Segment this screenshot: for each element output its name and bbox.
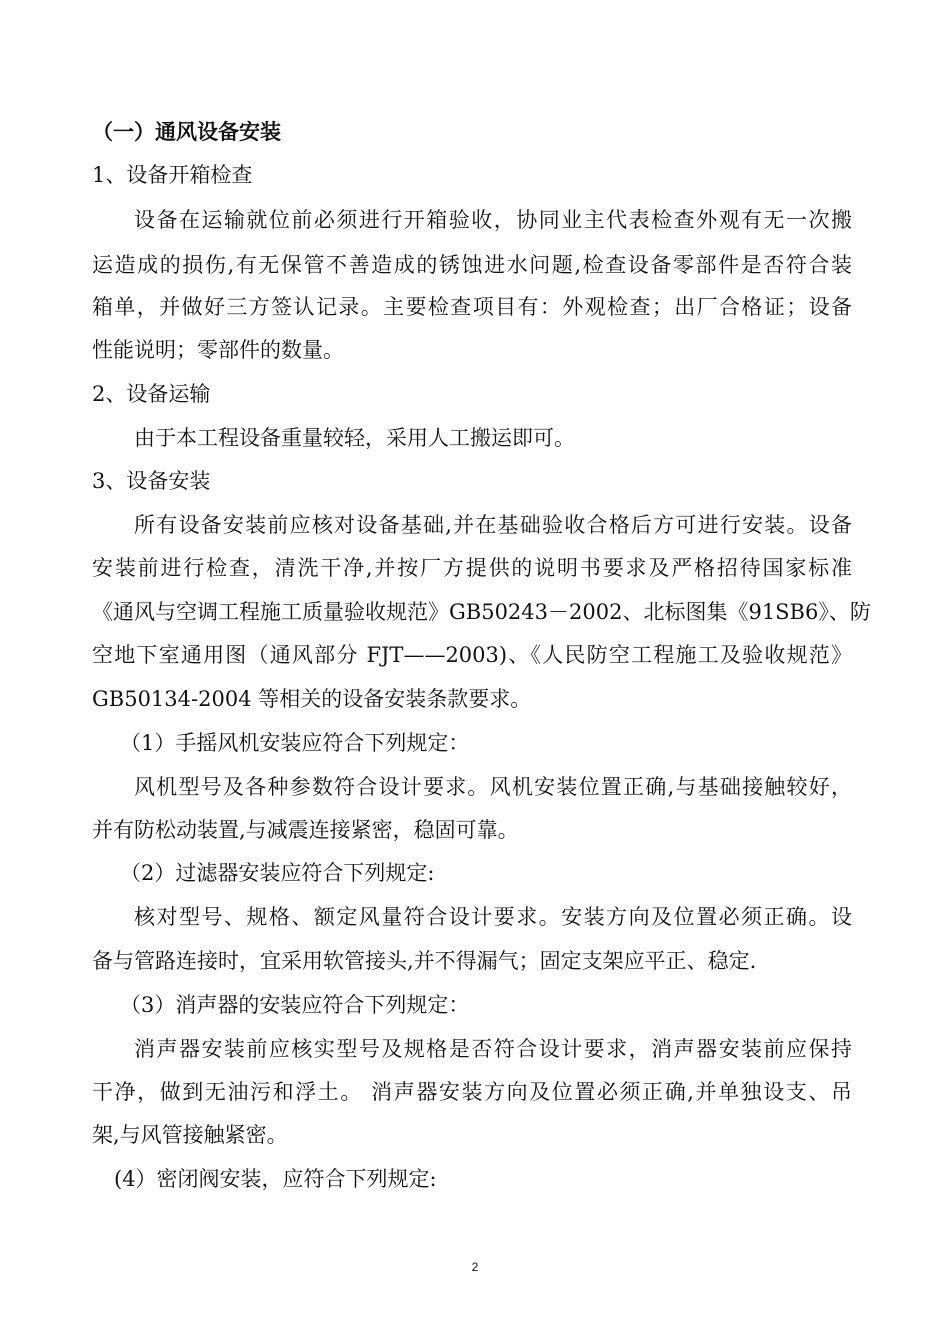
list-item-heading: （2）过滤器安装应符合下列规定: — [120, 861, 435, 885]
paragraph-line: 并有防松动装置,与减震连接紧密，稳固可靠。 — [92, 818, 519, 842]
paragraph-line: 安装前进行检查，清洗干净,并按厂方提供的说明书要求及严格招待国家标准 — [92, 556, 852, 580]
paragraph-line: GB50134-2004 等相关的设备安装条款要求。 — [92, 687, 532, 711]
paragraph-line: 风机型号及各种参数符合设计要求。风机安装位置正确,与基础接触较好， — [134, 775, 852, 799]
paragraph-line: 运造成的损伤,有无保管不善造成的锈蚀进水问题,检查设备零部件是否符合装 — [92, 253, 852, 277]
paragraph-line: 消声器安装前应核实型号及规格是否符合设计要求，消声器安装前应保持 — [134, 1037, 852, 1061]
paragraph-line: 干净，做到无油污和浮土。 消声器安装方向及位置必须正确,并单独设支、吊 — [92, 1080, 852, 1104]
paragraph-line: 空地下室通用图（通风部分 FJT——2003)、《人民防空工程施工及验收规范》 — [92, 643, 852, 667]
paragraph-line: 架,与风管接触紧密。 — [92, 1123, 288, 1147]
paragraph-line: 设备在运输就位前必须进行开箱验收，协同业主代表检查外观有无一次搬 — [134, 208, 852, 232]
paragraph-line: 箱单，并做好三方签认记录。主要检查项目有：外观检查；出厂合格证；设备 — [92, 295, 852, 319]
paragraph-line: 《通风与空调工程施工质量验收规范》GB50243－2002、北标图集《91SB6》、防 — [92, 600, 871, 624]
subsection-heading: 1、设备开箱检查 — [92, 163, 253, 187]
list-item-heading: （3）消声器的安装应符合下列规定： — [120, 993, 470, 1017]
paragraph-line: 核对型号、规格、额定风量符合设计要求。安装方向及位置必须正确。设 — [134, 905, 852, 929]
subsection-heading: 3、设备安装 — [92, 469, 211, 493]
page-number: 2 — [471, 1260, 479, 1274]
list-item-heading: (4）密闭阀安装，应符合下列规定: — [114, 1167, 437, 1191]
paragraph-line: 所有设备安装前应核对设备基础,并在基础验收合格后方可进行安装。设备 — [134, 513, 852, 537]
paragraph-line: 性能说明；零部件的数量。 — [92, 338, 344, 362]
paragraph-line: 由于本工程设备重量较轻，采用人工搬运即可。 — [134, 426, 575, 450]
section-title: （一）通风设备安装 — [92, 120, 281, 144]
list-item-heading: （1）手摇风机安装应符合下列规定： — [120, 731, 470, 755]
subsection-heading: 2、设备运输 — [92, 382, 211, 406]
paragraph-line: 备与管路连接时，宜采用软管接头,并不得漏气；固定支架应平正、稳定. — [92, 949, 757, 973]
